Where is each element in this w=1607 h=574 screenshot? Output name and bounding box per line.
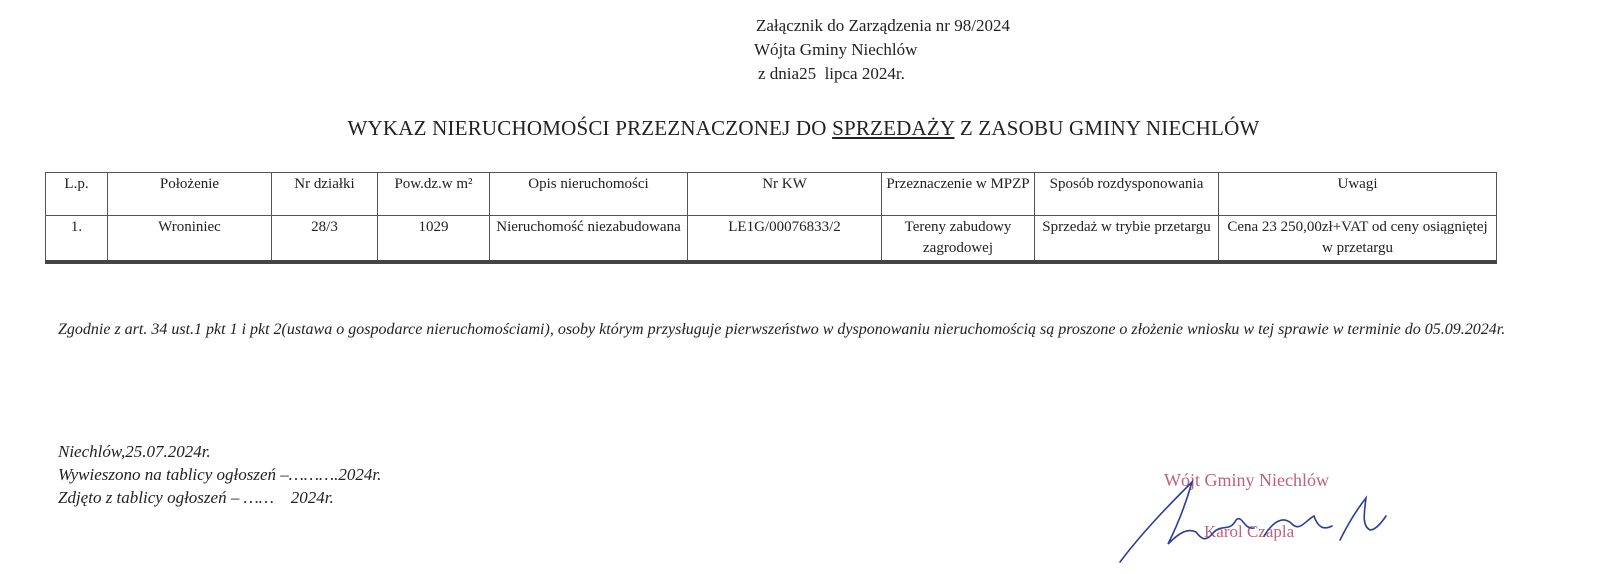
col-header-powierzchnia: Pow.dz.w m² [378,173,490,216]
col-header-nr-kw: Nr KW [688,173,882,216]
col-header-uwagi: Uwagi [1219,173,1497,216]
header-line-2: Wójta Gminy Niechlów [754,40,918,59]
cell-nr-dzialki: 28/3 [272,216,378,263]
header-line-1: Załącznik do Zarządzenia nr 98/2024 [756,16,1010,35]
removed-line: Zdjęto z tablicy ogłoszeń – …… 2024r. [58,488,334,507]
place-date: Niechlów,25.07.2024r. [58,442,211,461]
official-stamp [1164,470,1424,570]
cell-nr-kw: LE1G/00076833/2 [688,216,882,263]
posting-info [58,440,381,509]
property-table [45,172,1497,264]
col-header-przeznaczenie: Przeznaczenie w MPZP [882,173,1035,216]
cell-sposob: Sprzedaż w trybie przetargu [1035,216,1219,263]
cell-powierzchnia: 1029 [378,216,490,263]
stamp-name: Karol Czapla [1204,522,1295,541]
attachment-header [756,14,1010,86]
col-header-opis: Opis nieruchomości [490,173,688,216]
signature-icon [1114,470,1414,570]
table-row [46,216,1497,263]
col-header-nr-dzialki: Nr działki [272,173,378,216]
col-header-lp: L.p. [46,173,108,216]
cell-lp: 1. [46,216,108,263]
priority-notice: Zgodnie z art. 34 ust.1 pkt 1 i pkt 2(ustawa o gospodarce nieruchomościami), osoby którym przysługuje pierwszeństwo w dysponowaniu nieruchomością są proszone o złożenie wniosku w tej sprawie w terminie do 05.09.2024r. [58,321,1506,338]
title-part-2: Z ZASOBU GMINY NIECHLÓW [954,116,1260,140]
document-title [0,116,1607,141]
cell-opis: Nieruchomość niezabudowana [490,216,688,263]
cell-polozenie: Wroniniec [108,216,272,263]
cell-uwagi: Cena 23 250,00zł+VAT od ceny osiągniętej w przetargu [1219,216,1497,263]
title-part-1: WYKAZ NIERUCHOMOŚCI PRZEZNACZONEJ DO [347,116,833,140]
header-line-3: z dnia25 lipca 2024r. [758,64,905,83]
col-header-polozenie: Położenie [108,173,272,216]
title-underlined: SPRZEDAŻY [832,116,955,140]
stamp-title: Wójt Gminy Niechlów [1164,470,1329,490]
cell-przeznaczenie: Tereny zabudowy zagrodowej [882,216,1035,263]
posted-line: Wywieszono na tablicy ogłoszeń –……….2024r. [58,465,382,484]
table-header-row [46,173,1497,216]
col-header-sposob: Sposób rozdysponowania [1035,173,1219,216]
